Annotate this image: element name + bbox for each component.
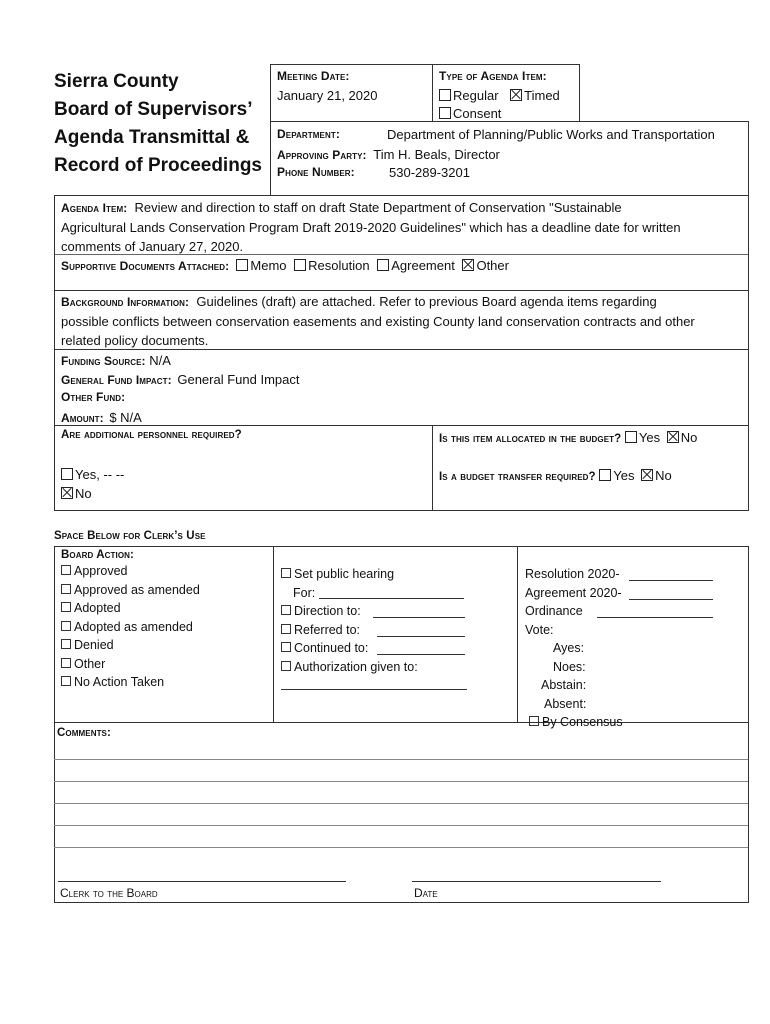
board-action-item bbox=[61, 599, 200, 618]
personnel-yes-checkbox[interactable] bbox=[61, 468, 73, 480]
funding-source-label: Funding Source: bbox=[61, 354, 146, 368]
direction-label: Direction to: bbox=[294, 604, 361, 618]
board-action-item bbox=[61, 618, 200, 637]
board-action-checkbox[interactable] bbox=[61, 602, 71, 612]
supportive-docs-label: Supportive Documents Attached: bbox=[61, 259, 230, 273]
department-box bbox=[270, 121, 749, 196]
for-line[interactable] bbox=[319, 598, 464, 599]
board-action-column bbox=[61, 549, 200, 692]
budget-allocated-label: Is this item allocated in the budget? bbox=[439, 433, 622, 445]
board-action-label: Board Action: bbox=[61, 549, 134, 561]
ordinance-row bbox=[525, 602, 745, 621]
direction-line[interactable] bbox=[373, 617, 465, 618]
board-action-item bbox=[61, 581, 200, 600]
memo-label: Memo bbox=[250, 258, 287, 273]
agenda-item-text bbox=[61, 198, 745, 256]
general-fund-value[interactable]: General Fund Impact bbox=[177, 372, 300, 387]
meeting-date-label: Meeting Date: bbox=[277, 69, 350, 83]
board-action-list bbox=[61, 562, 200, 692]
budget-box bbox=[432, 425, 749, 511]
department-label: Department: bbox=[277, 127, 340, 141]
general-fund-row bbox=[61, 370, 299, 389]
board-action-item bbox=[61, 562, 200, 581]
resolution-line[interactable] bbox=[629, 580, 713, 581]
agenda-item-line-3: comments of January 27, 2020. bbox=[61, 239, 244, 254]
phone-label: Phone Number: bbox=[277, 165, 355, 179]
agenda-type-label: Type of Agenda Item: bbox=[439, 69, 547, 83]
board-action-label: Adopted bbox=[74, 601, 121, 615]
agenda-item-label: Agenda Item: bbox=[61, 201, 128, 215]
clerk-section-heading: Space Below for Clerk’s Use bbox=[54, 530, 206, 542]
board-action-item bbox=[61, 636, 200, 655]
for-label: For: bbox=[293, 585, 316, 600]
referred-checkbox[interactable] bbox=[281, 624, 291, 634]
background-label: Background Information: bbox=[61, 295, 190, 309]
comment-line-3[interactable] bbox=[54, 803, 748, 804]
department-value[interactable]: Department of Planning/Public Works and Transportation bbox=[387, 127, 715, 142]
other-checkbox[interactable] bbox=[462, 259, 474, 271]
authorization-checkbox[interactable] bbox=[281, 661, 291, 671]
personnel-no-row bbox=[61, 484, 92, 503]
other-fund-row bbox=[61, 389, 125, 404]
board-action-label: Approved as amended bbox=[74, 582, 200, 597]
comment-line-5[interactable] bbox=[54, 847, 748, 848]
continued-line[interactable] bbox=[377, 654, 465, 655]
other-fund-label: Other Fund: bbox=[61, 390, 126, 404]
comment-line-1[interactable] bbox=[54, 759, 748, 760]
direction-checkbox[interactable] bbox=[281, 605, 291, 615]
board-action-checkbox[interactable] bbox=[61, 584, 71, 594]
background-line-1 bbox=[61, 292, 745, 312]
budget-transfer-yes-checkbox[interactable] bbox=[599, 469, 611, 481]
direction-row bbox=[281, 602, 511, 621]
ordinance-label: Ordinance bbox=[525, 604, 583, 618]
clerk-middle-column bbox=[281, 565, 511, 676]
clerk-signature-line[interactable] bbox=[58, 881, 346, 882]
agenda-item-box bbox=[54, 195, 749, 291]
absent-label: Absent: bbox=[544, 696, 587, 711]
authorization-line[interactable] bbox=[281, 689, 467, 690]
personnel-yes-row bbox=[61, 465, 124, 484]
consensus-label: By Consensus bbox=[542, 715, 623, 729]
phone-value[interactable]: 530-289-3201 bbox=[389, 165, 470, 180]
background-line-2: possible conflicts between conservation easements and existing County land conservation contracts and other bbox=[61, 314, 695, 329]
budget-transfer-no-label: No bbox=[655, 468, 672, 483]
comments-label: Comments: bbox=[57, 727, 111, 739]
agenda-item-text-1: Review and direction to staff on draft State Department of Conservation "Sustainable bbox=[134, 200, 622, 215]
set-hearing-row bbox=[281, 565, 511, 584]
date-signature-label: Date bbox=[414, 886, 438, 900]
approving-party-value[interactable]: Tim H. Beals, Director bbox=[373, 147, 500, 162]
ayes-label: Ayes: bbox=[553, 641, 585, 655]
amount-label: Amount: bbox=[61, 411, 104, 425]
background-box bbox=[54, 290, 749, 350]
title-line-3: Agenda Transmittal & bbox=[54, 127, 250, 148]
clerk-box bbox=[54, 546, 749, 903]
background-text bbox=[61, 292, 745, 350]
board-action-item bbox=[61, 655, 200, 674]
supportive-docs-row bbox=[61, 256, 509, 276]
personnel-box bbox=[54, 425, 433, 511]
other-label: Other bbox=[476, 258, 509, 273]
board-action-label: Approved bbox=[74, 564, 128, 578]
agenda-item-line-1 bbox=[61, 198, 745, 218]
budget-transfer-row bbox=[439, 466, 672, 485]
funding-source-value[interactable]: N/A bbox=[149, 353, 171, 368]
personnel-label: Are additional personnel required? bbox=[61, 429, 242, 441]
personnel-no-checkbox[interactable] bbox=[61, 487, 73, 499]
timed-label: Timed bbox=[524, 88, 560, 103]
budget-allocated-row bbox=[439, 428, 697, 447]
funding-box bbox=[54, 349, 749, 426]
comment-line-2[interactable] bbox=[54, 781, 748, 782]
budget-transfer-options bbox=[599, 468, 671, 483]
board-action-checkbox[interactable] bbox=[61, 639, 71, 649]
agreement-number-label: Agreement 2020- bbox=[525, 585, 622, 600]
ordinance-line[interactable] bbox=[597, 617, 713, 618]
board-action-checkbox[interactable] bbox=[61, 676, 71, 686]
agreement-checkbox[interactable] bbox=[377, 259, 389, 271]
title-line-2: Board of Supervisors’ bbox=[54, 99, 253, 120]
referred-line[interactable] bbox=[377, 636, 465, 637]
personnel-no-label: No bbox=[75, 486, 92, 501]
resolution-checkbox[interactable] bbox=[294, 259, 306, 271]
budget-transfer-yes-label: Yes bbox=[613, 468, 635, 483]
phone-row bbox=[277, 164, 470, 180]
board-action-checkbox[interactable] bbox=[61, 565, 71, 575]
consent-label: Consent bbox=[453, 106, 502, 121]
budget-allocated-yes-label: Yes bbox=[638, 430, 661, 445]
board-action-checkbox[interactable] bbox=[61, 621, 71, 631]
date-signature-line[interactable] bbox=[412, 881, 661, 882]
resolution-number-label: Resolution 2020- bbox=[525, 567, 620, 581]
resolution-row bbox=[525, 565, 745, 584]
meeting-date-box bbox=[270, 64, 432, 122]
clerk-col-divider-2 bbox=[517, 547, 518, 722]
personnel-yes-label: Yes, -- -- bbox=[75, 467, 125, 482]
authorization-label: Authorization given to: bbox=[294, 659, 418, 674]
approving-party-label: Approving Party: bbox=[277, 148, 367, 162]
board-action-label: Adopted as amended bbox=[74, 619, 193, 634]
consent-checkbox[interactable] bbox=[439, 107, 451, 119]
continued-label: Continued to: bbox=[294, 641, 369, 655]
funding-source-row bbox=[61, 351, 171, 370]
board-action-label: No Action Taken bbox=[74, 675, 165, 689]
memo-checkbox[interactable] bbox=[236, 259, 248, 271]
consensus-row bbox=[529, 713, 745, 732]
budget-allocated-no-label: No bbox=[680, 430, 698, 445]
budget-transfer-no-checkbox[interactable] bbox=[641, 469, 653, 481]
referred-label: Referred to: bbox=[294, 622, 361, 637]
clerk-signature-label: Clerk to the Board bbox=[60, 886, 158, 900]
form-title bbox=[54, 68, 269, 180]
general-fund-label: General Fund Impact: bbox=[61, 373, 172, 387]
approving-party-row bbox=[277, 145, 500, 164]
set-hearing-label: Set public hearing bbox=[294, 567, 395, 581]
vote-label: Vote: bbox=[525, 622, 554, 637]
agenda-type-box bbox=[432, 64, 580, 122]
title-line-4: Record of Proceedings bbox=[54, 155, 262, 176]
meeting-date-value[interactable]: January 21, 2020 bbox=[277, 88, 378, 103]
noes-label: Noes: bbox=[553, 659, 586, 674]
budget-transfer-label: Is a budget transfer required? bbox=[439, 471, 596, 483]
budget-allocated-yes-checkbox[interactable] bbox=[625, 431, 637, 443]
continued-checkbox[interactable] bbox=[281, 642, 291, 652]
regular-label: Regular bbox=[453, 88, 499, 103]
board-action-checkbox[interactable] bbox=[61, 658, 71, 668]
title-line-1: Sierra County bbox=[54, 71, 179, 92]
agenda-divider bbox=[55, 254, 748, 255]
board-action-item bbox=[61, 673, 200, 692]
consensus-checkbox[interactable] bbox=[529, 716, 539, 726]
for-row bbox=[281, 584, 511, 603]
agreement-label: Agreement bbox=[391, 258, 455, 273]
agreement-row bbox=[525, 584, 745, 603]
agenda-type-options-row1 bbox=[439, 86, 560, 105]
board-action-label: Denied bbox=[74, 638, 114, 652]
background-text-1: Guidelines (draft) are attached. Refer to previous Board agenda items regarding bbox=[196, 294, 657, 309]
continued-row bbox=[281, 639, 511, 658]
amount-value[interactable]: $ N/A bbox=[109, 410, 142, 425]
referred-row bbox=[281, 621, 511, 640]
regular-checkbox[interactable] bbox=[439, 89, 451, 101]
agreement-line[interactable] bbox=[629, 599, 713, 600]
authorization-row bbox=[281, 658, 511, 677]
budget-allocated-options bbox=[625, 430, 697, 445]
timed-checkbox[interactable] bbox=[510, 89, 522, 101]
budget-allocated-no-checkbox[interactable] bbox=[667, 431, 679, 443]
clerk-right-column bbox=[525, 565, 745, 732]
set-hearing-checkbox[interactable] bbox=[281, 568, 291, 578]
background-line-3: related policy documents. bbox=[61, 333, 209, 348]
board-action-label: Other bbox=[74, 656, 106, 671]
clerk-col-divider-1 bbox=[273, 547, 274, 722]
resolution-label: Resolution bbox=[308, 258, 370, 273]
comment-line-4[interactable] bbox=[54, 825, 748, 826]
abstain-label: Abstain: bbox=[541, 678, 587, 692]
department-row bbox=[277, 126, 715, 142]
agenda-item-line-2: Agricultural Lands Conservation Program Draft 2019-2020 Guidelines" which has a deadline date for written bbox=[61, 220, 681, 235]
